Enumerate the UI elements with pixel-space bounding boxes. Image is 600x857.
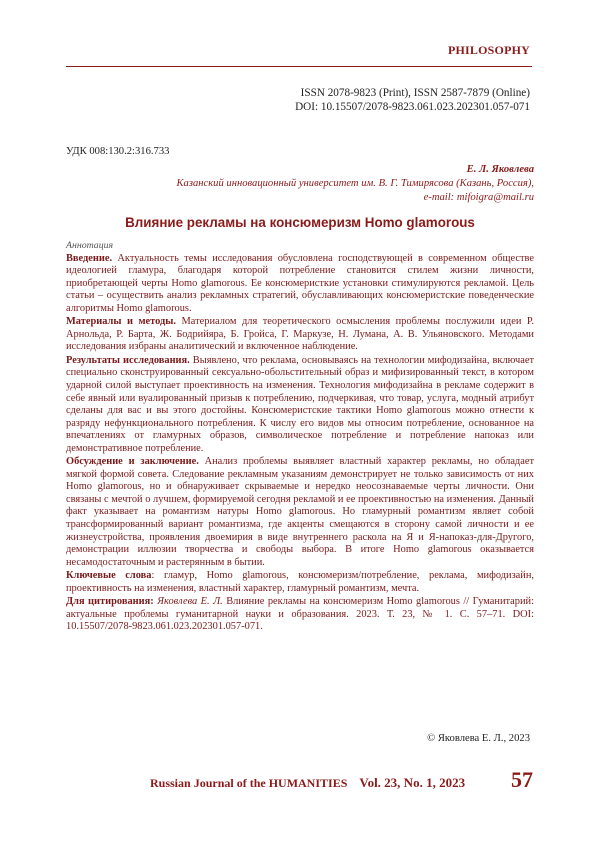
intro-heading: Введение. (66, 252, 113, 264)
citation-author: Яковлева Е. Л. (153, 596, 223, 608)
citation-heading: Для цитирования: (66, 596, 154, 608)
keywords-heading: Ключевые слова (66, 570, 152, 582)
copyright: © Яковлева Е. Л., 2023 (427, 733, 530, 744)
citation-text: Влияние рекламы на консюмеризм Homo glamorous // Гуманитарий: актуальные проблемы гуманитарной науки и образования. 2023. Т. 23, № 1. С. 57–71. DOI: 10.15507/2078-9823.061.023.202301.057-071. (66, 596, 534, 633)
author-affiliation: Казанский инновационный университет им. В. Г. Тимирясова (Казань, Россия), (176, 178, 534, 189)
abstract-introduction (66, 253, 534, 316)
discussion-heading: Обсуждение и заключение. (66, 456, 199, 468)
issn-line: ISSN 2078-9823 (Print), ISSN 2587-7879 (Online) (300, 87, 530, 99)
footer-volume: Vol. 23, No. 1, 2023 (359, 775, 466, 790)
methods-heading: Материалы и методы. (66, 316, 176, 328)
page-number: 57 (511, 767, 533, 792)
keywords-text: : гламур, Homo glamorous, консюмеризм/потребление, реклама, мифодизайн, проективность на изменения, властный характер, гламурный романтизм, мечта. (66, 570, 535, 594)
footer-journal (150, 776, 347, 791)
author-email: e-mail: mifoigra@mail.ru (423, 192, 534, 203)
issn-block (295, 86, 530, 114)
abstract-methods (66, 316, 534, 354)
abstract-discussion (66, 456, 534, 569)
author-block (176, 163, 534, 205)
section-label: PHILOSOPHY (447, 43, 530, 57)
discussion-text: Анализ проблемы выявляет властный характер рекламы, но обладает мягкой формой совета. Следование рекламным указаниям демонстрирует не только зависимость от них Homo glamorous, но и обнаруживает скрываемые и нередко неосознаваемые черты личности. Они связаны с мечтой о лучшем, формируемой сегодня рекламой и ее проективностью на изменения. Данный факт указывает на романтизм натуры Homo glamorous. Но гламурный романтизм являет собой трансформированный вариант романтизма, где акценты смещаются в сторону самой личности и ее жизнеустройства, проявления двоемирия в виде внутреннего раскола на Я и Я-напоказ-для-Другого, демонстрации иллюзии творчества и свободы выбора. В итоге Homo glamorous оказывается несамодостаточным и растерянным в бытии. (66, 456, 534, 568)
abstract-label: Аннотация (66, 240, 114, 251)
abstract-results (66, 355, 534, 455)
results-text: Выявлено, что реклама, основываясь на технологии мифодизайна, включает специально сконструированный сексуально-обольстительный образ и мифизированный текст, в котором ударной силой выступает проективность на изменения. Технология мифодизайна в рекламе содержит в себе явный или вуалированный призыв к потреблению, подчеркивая, что товар, услуга, модный атрибут сделаны для вас и вы этого достойны. Консюмеристские тактики Homo glamorous можно отнести к разряду нефункционального потребления. К числу его видов мы относим потребление, основанное на впечатлениях от гламурных образов, символическое потребление и потребление напоказ или демонстративное потребление. (66, 354, 534, 454)
doi-line: DOI: 10.15507/2078-9823.061.023.202301.057-071 (295, 101, 530, 113)
intro-text: Актуальность темы исследования обусловлена господствующей в современном обществе идеологией гламура, благодаря которой потребление становится стилем жизни личности, приобретающей черты Homo glamorous. Ее консюмеристкие установки стимулируются рекламой. Цель статьи – осуществить анализ рекламных стратегий, обуславливающих консюмеристские поведенческие алгоритмы Homo glamorous. (66, 252, 534, 314)
results-heading: Результаты исследования. (66, 354, 190, 366)
article-title: Влияние рекламы на консюмеризм Homo glamorous (125, 215, 475, 230)
keywords (66, 570, 534, 595)
footer-journal-caps: HUMANITIES (268, 776, 348, 790)
header-rule (66, 66, 532, 67)
abstract (66, 240, 534, 634)
udk-code: УДК 008:130.2:316.733 (66, 146, 170, 157)
citation (66, 596, 534, 634)
author-name: Е. Л. Яковлева (466, 164, 534, 175)
footer-journal-prefix: Russian Journal of the (150, 776, 269, 790)
methods-text: Материалом для теоретического осмысления проблемы послужили идеи Р. Арнольда, Р. Барта, Ж. Бодрийяра, Б. Гройса, Г. Маркузе, Н. Лумана, А. В. Ульяновского. Методами исследования избраны аналитический и включенное наблюдение. (66, 316, 534, 353)
footer (150, 767, 533, 793)
